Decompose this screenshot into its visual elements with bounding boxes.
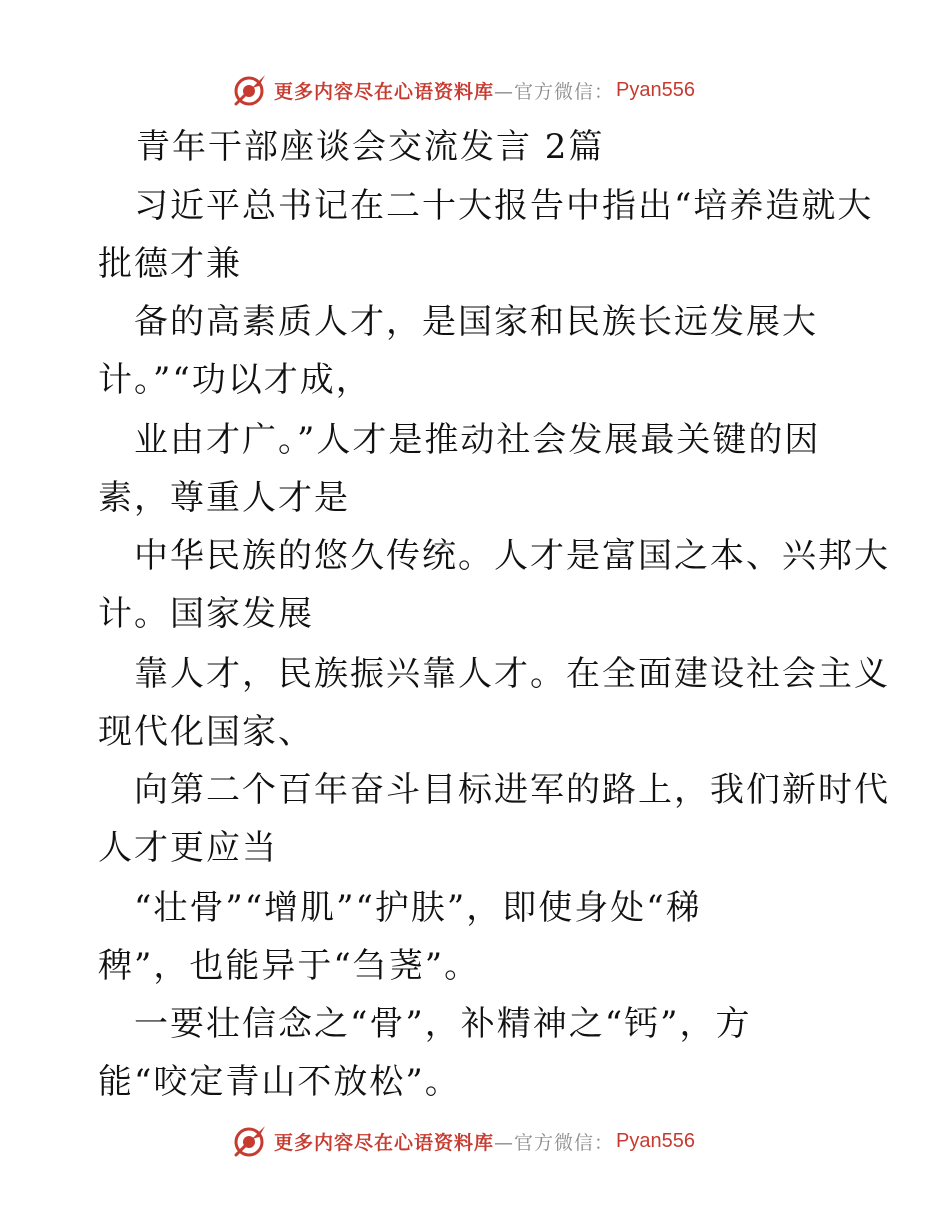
paragraph-line: 备的高素质人才，是国家和民族长远发展大 <box>98 302 818 342</box>
banner-title: 更多内容尽在心语资料库 <box>274 80 495 103</box>
paragraph-line: 业由才广。”人才是推动社会发展最关键的因 <box>98 420 821 460</box>
banner-title: 更多内容尽在心语资料库 <box>274 1131 495 1154</box>
document-title: 青年干部座谈会交流发言 2篇 <box>136 127 605 167</box>
banner-official-label: —官方微信： <box>494 80 615 103</box>
paragraph-line: 现代化国家、 <box>98 712 314 752</box>
quill-pen-logo-icon <box>232 72 268 108</box>
paragraph-line: 计。”“功以才成， <box>98 360 372 400</box>
paragraph-line: 人才更应当 <box>98 828 278 868</box>
footer-banner <box>232 1121 695 1161</box>
banner-wechat-id: Pyan556 <box>616 1129 695 1152</box>
quill-pen-logo-icon <box>232 1123 268 1159</box>
paragraph-line: 计。国家发展 <box>98 594 314 634</box>
header-banner <box>232 70 695 110</box>
paragraph-line: 素，尊重人才是 <box>98 478 350 518</box>
paragraph-line: 稗”，也能异于“刍荛”。 <box>98 946 481 986</box>
paragraph-line: 靠人才，民族振兴靠人才。在全面建设社会主义 <box>98 654 890 694</box>
banner-official-label: —官方微信： <box>494 1131 615 1154</box>
paragraph-line: 习近平总书记在二十大报告中指出“培养造就大 <box>98 186 874 226</box>
banner-wechat-id: Pyan556 <box>616 78 695 101</box>
paragraph-line: 能“咬定青山不放松”。 <box>98 1062 461 1102</box>
paragraph-line: “壮骨”“增肌”“护肤”，即使身处“稊 <box>98 888 702 928</box>
paragraph-line: 向第二个百年奋斗目标进军的路上，我们新时代 <box>98 770 890 810</box>
paragraph-line: 批德才兼 <box>98 244 242 284</box>
paragraph-line: 中华民族的悠久传统。人才是富国之本、兴邦大 <box>98 536 890 576</box>
paragraph-line: 一要壮信念之“骨”，补精神之“钙”，方 <box>98 1004 752 1044</box>
